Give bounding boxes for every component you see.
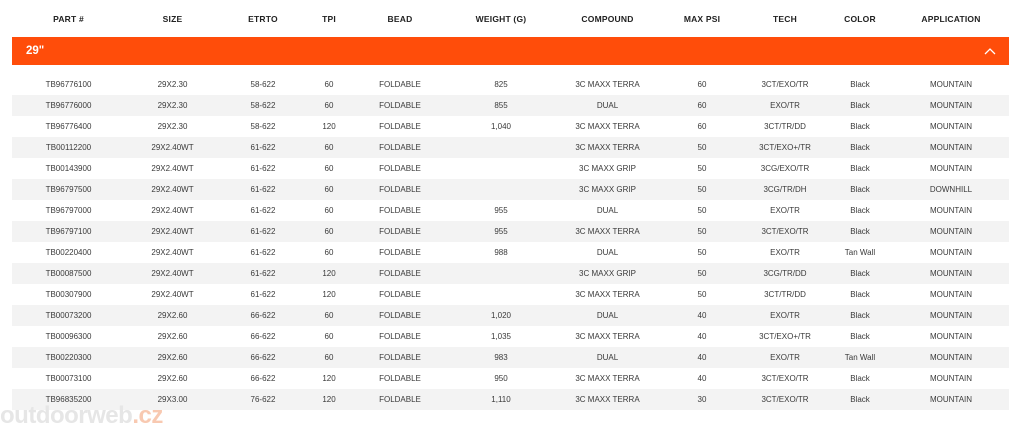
cell-weight: 825 [494,80,508,89]
table-row [12,305,1009,326]
cell-max-psi: 50 [697,185,707,194]
cell-size: 29X2.40WT [151,290,194,299]
cell-application: MOUNTAIN [929,248,973,257]
cell-size: 29X2.60 [157,353,188,362]
cell-compound: 3C MAXX TERRA [575,395,640,404]
cell-weight: 1,020 [490,311,512,320]
cell-tech: 3CT/EXO+/TR [759,332,811,341]
cell-tpi: 60 [324,332,334,341]
cell-bead: FOLDABLE [379,164,421,173]
cell-tech: EXO/TR [770,248,800,257]
cell-compound: 3C MAXX TERRA [575,122,640,131]
table-row [12,221,1009,242]
cell-application: MOUNTAIN [929,206,973,215]
column-header-max-psi: MAX PSI [683,13,721,24]
cell-part-number: TB00096300 [45,332,92,341]
cell-max-psi: 40 [697,353,707,362]
cell-part-number: TB00112200 [45,143,92,152]
cell-tech: 3CT/EXO/TR [761,80,809,89]
column-header-bead: BEAD [387,13,413,24]
cell-weight: 983 [494,353,508,362]
cell-max-psi: 50 [697,164,707,173]
cell-tech: EXO/TR [770,206,800,215]
cell-application: DOWNHILL [929,185,973,194]
cell-weight: 955 [494,227,508,236]
table-row [12,179,1009,200]
cell-etrto: 66-622 [250,311,276,320]
cell-tpi: 120 [322,290,336,299]
cell-weight: 1,035 [490,332,512,341]
table-row [12,284,1009,305]
cell-etrto: 61-622 [250,290,276,299]
cell-bead: FOLDABLE [379,332,421,341]
cell-compound: 3C MAXX TERRA [575,227,640,236]
cell-tpi: 60 [324,353,334,362]
cell-tech: 3CT/EXO/TR [761,395,809,404]
cell-tpi: 60 [324,164,334,173]
cell-size: 29X2.60 [157,374,188,383]
cell-tpi: 120 [322,395,336,404]
cell-tpi: 60 [324,185,334,194]
cell-application: MOUNTAIN [929,374,973,383]
cell-etrto: 61-622 [250,227,276,236]
cell-tech: EXO/TR [770,311,800,320]
cell-size: 29X2.40WT [151,269,194,278]
cell-application: MOUNTAIN [929,269,973,278]
table-body [12,74,1009,410]
cell-application: MOUNTAIN [929,290,973,299]
cell-compound: DUAL [596,101,619,110]
cell-size: 29X2.60 [157,332,188,341]
cell-etrto: 76-622 [250,395,276,404]
cell-tpi: 60 [324,80,334,89]
cell-application: MOUNTAIN [929,227,973,236]
cell-part-number: TB96797100 [45,227,92,236]
cell-tech: 3CT/EXO+/TR [759,143,811,152]
cell-application: MOUNTAIN [929,353,973,362]
cell-application: MOUNTAIN [929,122,973,131]
cell-bead: FOLDABLE [379,143,421,152]
column-header-weight: WEIGHT (G) [475,13,527,24]
cell-etrto: 61-622 [250,164,276,173]
cell-max-psi: 50 [697,248,707,257]
cell-bead: FOLDABLE [379,80,421,89]
column-header-etrto: ETRTO [248,13,278,24]
cell-tpi: 60 [324,311,334,320]
cell-max-psi: 50 [697,227,707,236]
cell-part-number: TB96797000 [45,206,92,215]
cell-application: MOUNTAIN [929,80,973,89]
cell-weight: 955 [494,206,508,215]
cell-size: 29X2.30 [157,101,188,110]
cell-tpi: 60 [324,101,334,110]
cell-max-psi: 30 [697,395,707,404]
chevron-up-icon[interactable] [983,44,997,58]
cell-bead: FOLDABLE [379,311,421,320]
cell-size: 29X2.40WT [151,185,194,194]
cell-part-number: TB00143900 [45,164,92,173]
cell-bead: FOLDABLE [379,353,421,362]
cell-max-psi: 50 [697,206,707,215]
cell-color: Black [850,101,870,110]
cell-bead: FOLDABLE [379,290,421,299]
cell-part-number: TB96776000 [45,101,92,110]
cell-tpi: 120 [322,374,336,383]
cell-tech: 3CG/EXO/TR [760,164,810,173]
cell-part-number: TB00087500 [45,269,92,278]
table-header [12,0,1009,37]
cell-bead: FOLDABLE [379,395,421,404]
cell-color: Black [850,80,870,89]
column-header-tpi: TPI [322,13,336,24]
cell-tpi: 60 [324,227,334,236]
cell-size: 29X2.40WT [151,227,194,236]
watermark-text: outdoorweb [0,402,133,429]
cell-part-number: TB00220300 [45,353,92,362]
cell-etrto: 66-622 [250,374,276,383]
cell-compound: 3C MAXX TERRA [575,290,640,299]
cell-color: Black [850,311,870,320]
cell-etrto: 58-622 [250,101,276,110]
cell-weight: 988 [494,248,508,257]
table-row [12,137,1009,158]
cell-application: MOUNTAIN [929,143,973,152]
cell-bead: FOLDABLE [379,227,421,236]
table-row [12,74,1009,95]
cell-tech: 3CG/TR/DD [763,269,807,278]
cell-tech: EXO/TR [770,101,800,110]
table-row [12,158,1009,179]
cell-max-psi: 60 [697,101,707,110]
cell-etrto: 58-622 [250,80,276,89]
cell-part-number: TB96835200 [45,395,92,404]
cell-size: 29X2.40WT [151,143,194,152]
cell-compound: DUAL [596,248,619,257]
cell-weight: 855 [494,101,508,110]
cell-compound: DUAL [596,311,619,320]
cell-tpi: 120 [322,269,336,278]
cell-bead: FOLDABLE [379,374,421,383]
cell-etrto: 61-622 [250,143,276,152]
cell-part-number: TB96776100 [45,80,92,89]
column-header-color: COLOR [844,13,876,24]
cell-tech: 3CT/EXO/TR [761,374,809,383]
cell-color: Black [850,206,870,215]
cell-size: 29X2.30 [157,122,188,131]
column-header-size: SIZE [162,13,183,24]
table-row [12,116,1009,137]
cell-max-psi: 60 [697,80,707,89]
cell-tech: 3CG/TR/DH [763,185,807,194]
cell-part-number: TB00307900 [45,290,92,299]
cell-bead: FOLDABLE [379,122,421,131]
cell-max-psi: 50 [697,290,707,299]
cell-weight: 1,110 [491,395,511,404]
cell-tpi: 60 [324,248,334,257]
cell-etrto: 61-622 [250,248,276,257]
cell-max-psi: 40 [697,332,707,341]
cell-compound: 3C MAXX GRIP [579,164,636,173]
cell-compound: 3C MAXX TERRA [575,332,640,341]
cell-etrto: 61-622 [250,269,276,278]
cell-size: 29X2.40WT [151,248,194,257]
table-row [12,200,1009,221]
table-row [12,347,1009,368]
tire-spec-table [12,0,1009,410]
table-row [12,326,1009,347]
cell-color: Black [850,332,870,341]
cell-size: 29X3.00 [157,395,188,404]
cell-etrto: 66-622 [250,332,276,341]
cell-color: Black [850,374,870,383]
cell-part-number: TB00220400 [45,248,92,257]
table-row [12,368,1009,389]
table-row [12,95,1009,116]
cell-tpi: 60 [324,206,334,215]
cell-compound: 3C MAXX GRIP [579,269,636,278]
cell-compound: DUAL [596,206,619,215]
watermark-logo [0,402,163,430]
cell-tech: 3CT/TR/DD [764,122,806,131]
cell-max-psi: 50 [697,143,707,152]
cell-application: MOUNTAIN [929,164,973,173]
cell-compound: 3C MAXX TERRA [575,80,640,89]
cell-color: Tan Wall [844,353,876,362]
cell-size: 29X2.30 [157,80,188,89]
cell-weight: 950 [494,374,508,383]
cell-max-psi: 50 [697,269,707,278]
cell-part-number: TB96797500 [45,185,92,194]
column-header-application: APPLICATION [921,13,981,24]
cell-max-psi: 60 [697,122,707,131]
cell-compound: 3C MAXX TERRA [575,374,640,383]
cell-application: MOUNTAIN [929,332,973,341]
column-header-part-number: PART # [53,13,84,24]
cell-color: Black [850,122,870,131]
cell-color: Black [850,269,870,278]
cell-part-number: TB00073100 [45,374,92,383]
size-group-toggle[interactable] [12,37,1009,65]
cell-compound: 3C MAXX GRIP [579,185,636,194]
cell-color: Black [850,143,870,152]
cell-weight: 1,040 [490,122,512,131]
cell-etrto: 61-622 [250,206,276,215]
cell-etrto: 58-622 [250,122,276,131]
cell-color: Black [850,164,870,173]
cell-bead: FOLDABLE [379,185,421,194]
cell-part-number: TB96776400 [45,122,92,131]
cell-tpi: 60 [324,143,334,152]
cell-compound: 3C MAXX TERRA [575,143,640,152]
cell-application: MOUNTAIN [929,311,973,320]
cell-compound: DUAL [596,353,619,362]
cell-tech: EXO/TR [770,353,800,362]
cell-tech: 3CT/EXO/TR [761,227,809,236]
table-row [12,242,1009,263]
cell-tech: 3CT/TR/DD [764,290,806,299]
column-header-compound: COMPOUND [581,13,634,24]
cell-size: 29X2.40WT [151,206,194,215]
cell-color: Black [850,185,870,194]
cell-application: MOUNTAIN [929,395,973,404]
cell-max-psi: 40 [697,374,707,383]
size-group-title: 29" [26,45,45,57]
cell-tpi: 120 [322,122,336,131]
cell-color: Black [850,290,870,299]
cell-bead: FOLDABLE [379,248,421,257]
table-row [12,263,1009,284]
cell-bead: FOLDABLE [379,101,421,110]
cell-application: MOUNTAIN [929,101,973,110]
watermark-tld: .cz [132,402,163,429]
cell-color: Black [850,227,870,236]
group-spacer [12,65,1009,74]
cell-color: Tan Wall [844,248,876,257]
cell-bead: FOLDABLE [379,269,421,278]
cell-bead: FOLDABLE [379,206,421,215]
cell-max-psi: 40 [697,311,707,320]
cell-part-number: TB00073200 [45,311,92,320]
cell-size: 29X2.40WT [151,164,194,173]
cell-etrto: 66-622 [250,353,276,362]
cell-etrto: 61-622 [250,185,276,194]
column-header-tech: TECH [773,13,797,24]
cell-color: Black [850,395,870,404]
cell-size: 29X2.60 [157,311,188,320]
